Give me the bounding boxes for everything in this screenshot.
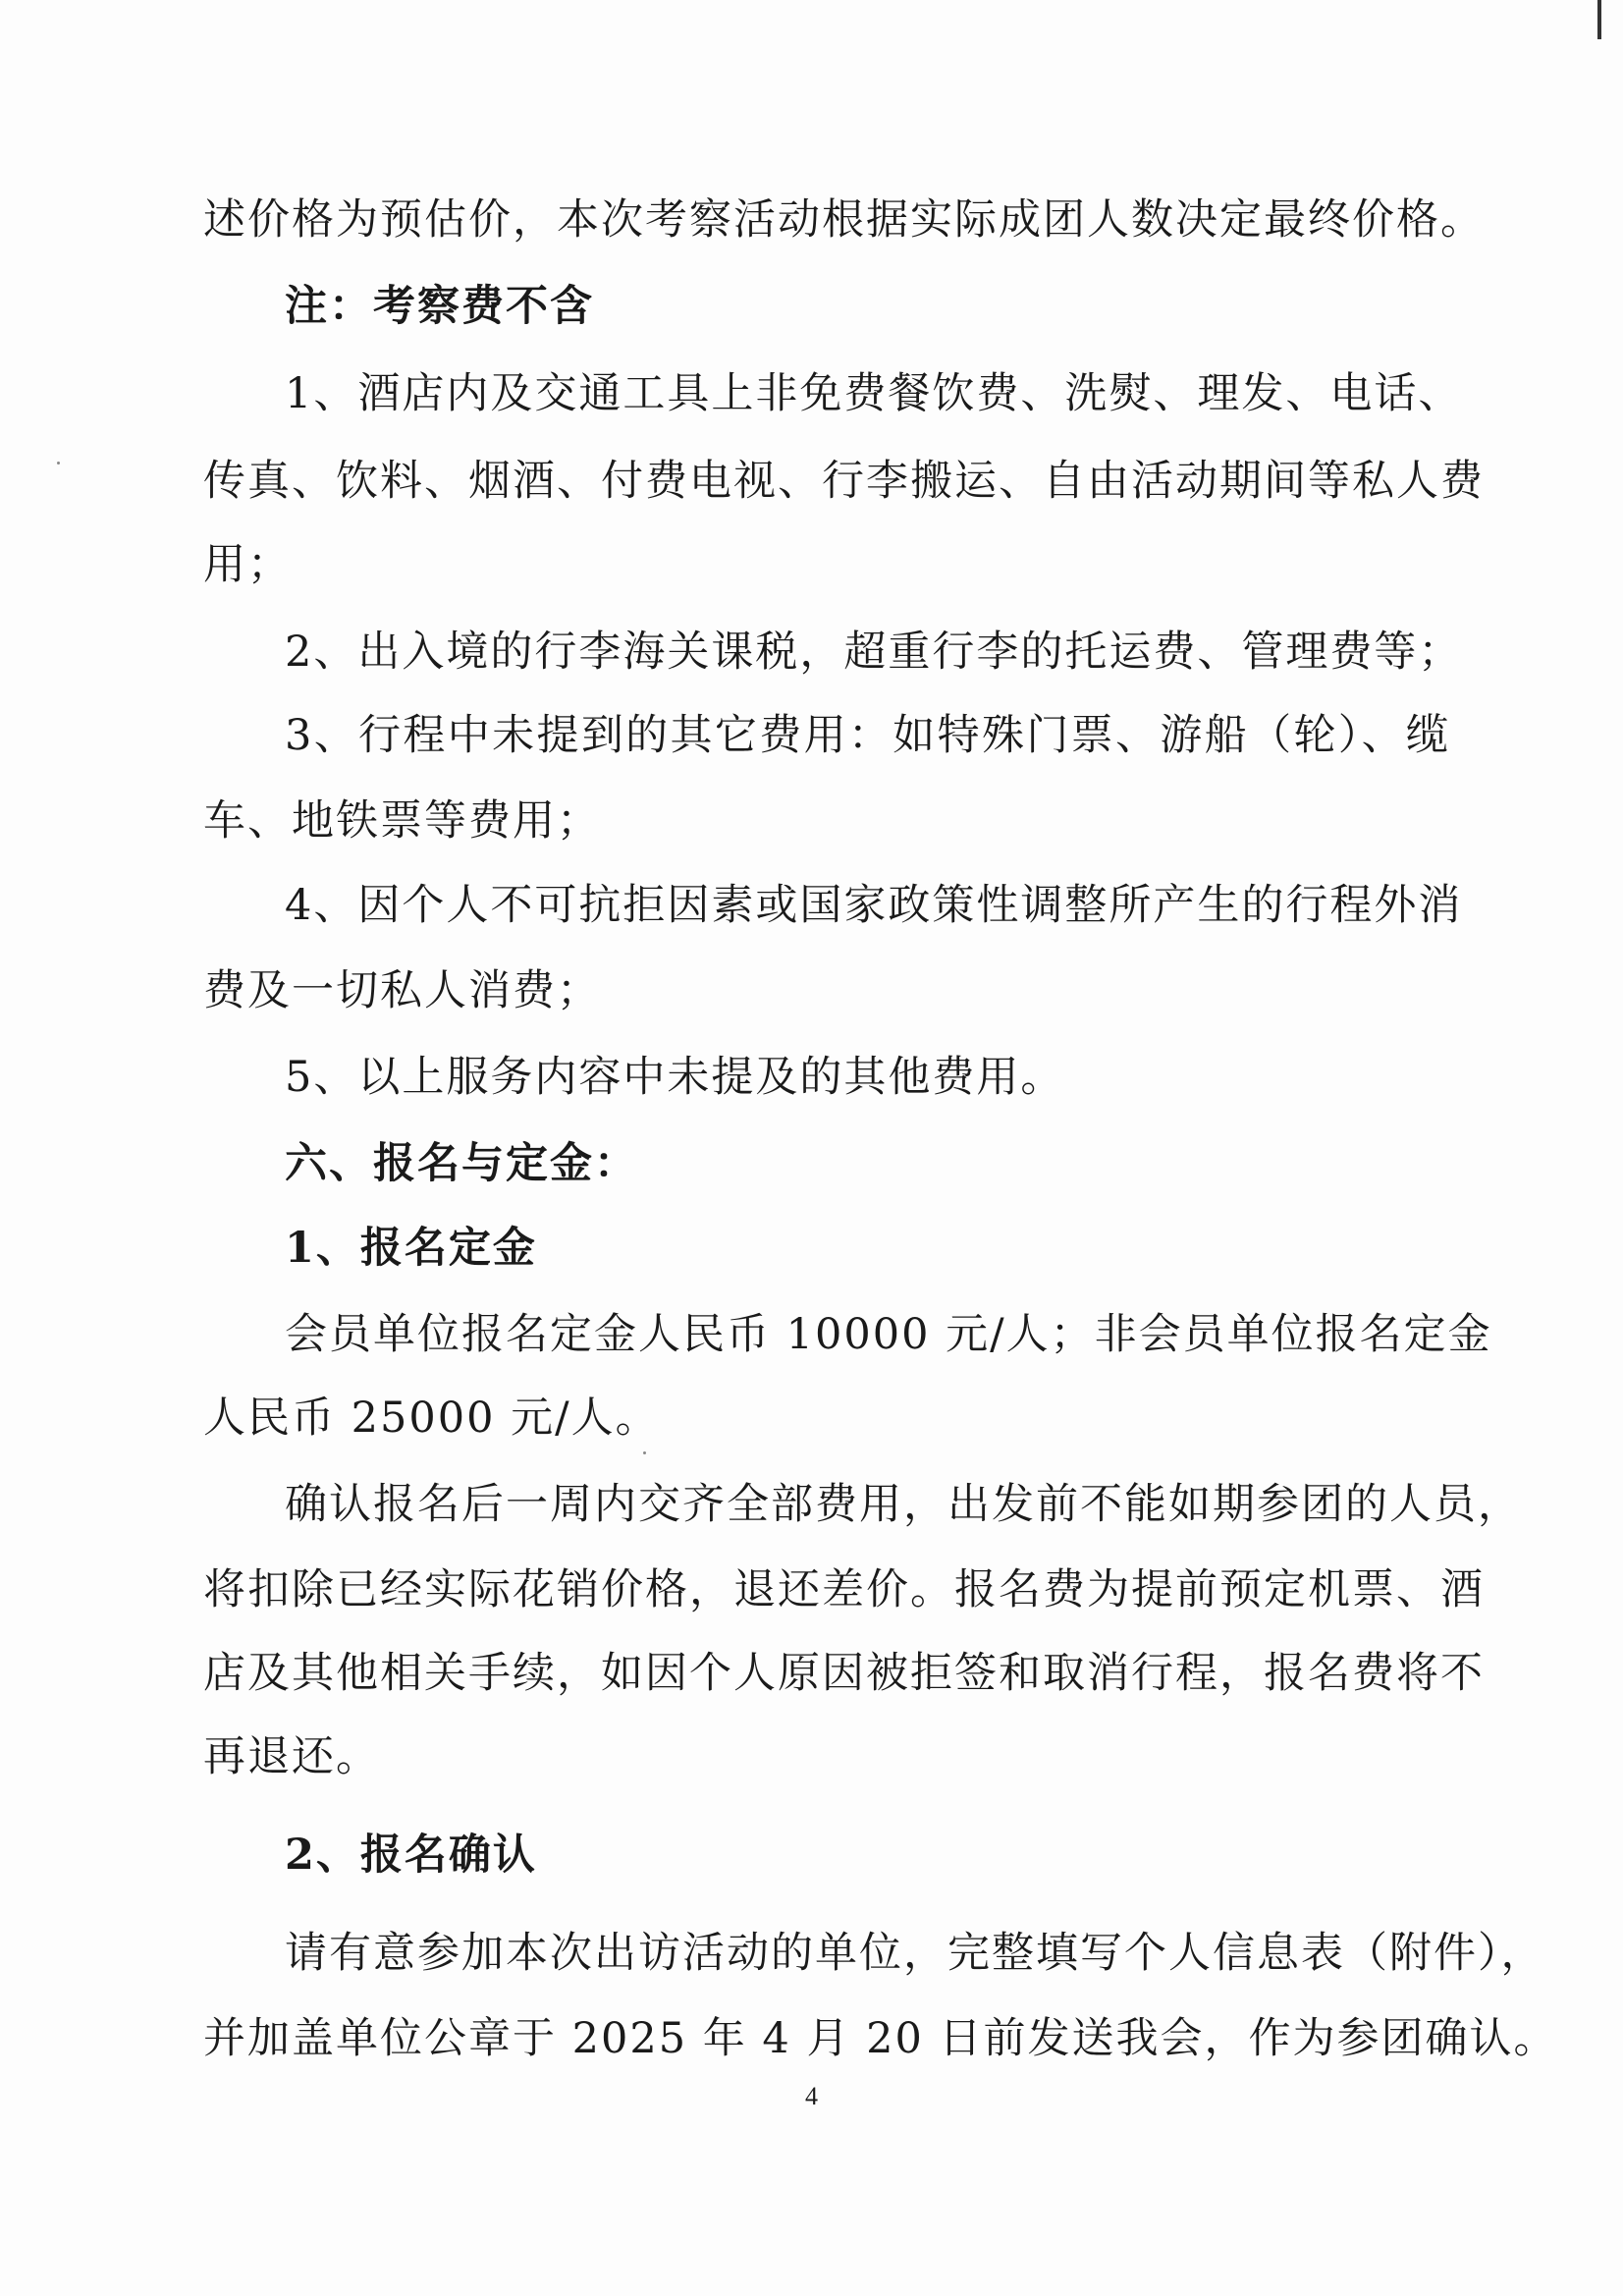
text-line-payment-terms: 确认报名后一周内交齐全部费用，出发前不能如期参团的人员，: [285, 1480, 1522, 1529]
scan-speck: [57, 462, 60, 465]
heading-fee-exclusions: 注：考察费不含: [285, 282, 594, 331]
text-line-payment-terms-3: 店及其他相关手续，如因个人原因被拒签和取消行程，报名费将不: [203, 1649, 1485, 1698]
text-line-exclusion-3: 3、行程中未提到的其它费用：如特殊门票、游船（轮）、缆: [285, 711, 1450, 760]
text-line-deposit-amounts: 会员单位报名定金人民币 10000 元/人；非会员单位报名定金: [285, 1310, 1492, 1359]
scan-edge-mark: [1597, 0, 1601, 39]
text-line-exclusion-1: 1、酒店内及交通工具上非免费餐饮费、洗熨、理发、电话、: [285, 369, 1463, 418]
subheading-registration-confirmation: 2、报名确认: [285, 1831, 537, 1880]
text-line-confirmation: 请有意参加本次出访活动的单位，完整填写个人信息表（附件），: [285, 1929, 1545, 1978]
scan-speck: [643, 1451, 646, 1454]
text-line-payment-terms-2: 将扣除已经实际花销价格，退还差价。报名费为提前预定机票、酒: [203, 1565, 1485, 1614]
text-line-exclusion-1-cont: 传真、饮料、烟酒、付费电视、行李搬运、自由活动期间等私人费: [203, 457, 1485, 506]
text-line-exclusion-4: 4、因个人不可抗拒因素或国家政策性调整所产生的行程外消: [285, 881, 1463, 930]
text-line-deposit-amounts-cont: 人民币 25000 元/人。: [203, 1394, 660, 1443]
text-line-exclusion-3-cont: 车、地铁票等费用；: [203, 796, 601, 846]
text-line-price-note: 述价格为预估价，本次考察活动根据实际成团人数决定最终价格。: [203, 195, 1485, 245]
text-line-exclusion-2: 2、出入境的行李海关课税，超重行李的托运费、管理费等；: [285, 628, 1463, 677]
text-line-confirmation-deadline: 并加盖单位公章于 2025 年 4 月 20 日前发送我会，作为参团确认。: [203, 2014, 1558, 2063]
subheading-registration-deposit: 1、报名定金: [285, 1224, 537, 1273]
text-line-exclusion-4-cont: 费及一切私人消费；: [203, 966, 601, 1015]
text-line-exclusion-1-end: 用；: [203, 540, 292, 589]
text-line-payment-terms-end: 再退还。: [203, 1732, 380, 1781]
section-heading-registration: 六、报名与定金：: [285, 1139, 638, 1188]
text-line-exclusion-5: 5、以上服务内容中未提及的其他费用。: [285, 1053, 1065, 1102]
page-number: 4: [805, 2082, 818, 2110]
